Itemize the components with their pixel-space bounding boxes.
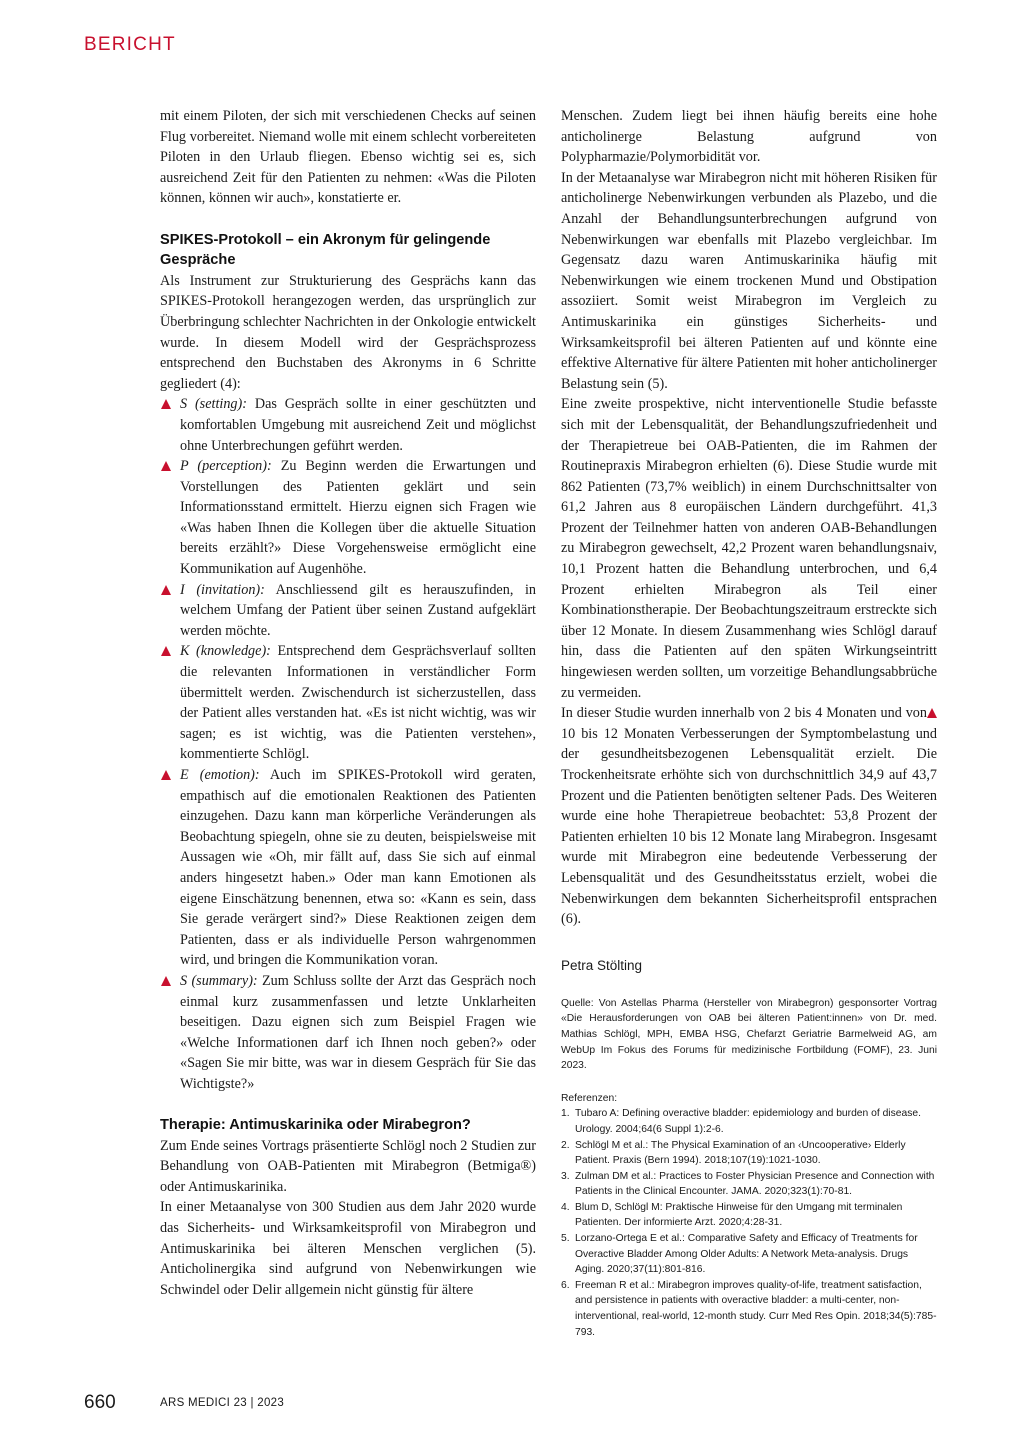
reference-number: 6.: [561, 1279, 570, 1291]
list-item: [160, 456, 536, 580]
reference-number: 3.: [561, 1170, 570, 1182]
triangle-bullet-icon: [161, 976, 171, 986]
reference-text: Lorzano-Ortega E et al.: Comparative Safety and Efficacy of Treatments for Overactive Bladder Among Older Adults: A Network Meta-analysis. Drugs Aging. 2020;37(11):801-816.: [575, 1233, 918, 1276]
right-column: [561, 106, 937, 1340]
reference-item: [561, 1106, 937, 1137]
list-item-term: P (perception):: [180, 458, 272, 475]
paragraph-spikes: Als Instrument zur Strukturierung des Gesprächs kann das SPIKES-Protokoll herangezogen werden, das ursprünglich zur Überbringung schlechter Nachrichten in der Onkologie entwickelt wurde. In diesem Modell wird der Gesprächsprozess entsprechend den Buchstaben des Akronyms in 6 Schritte gegliedert (4):: [160, 272, 536, 392]
list-item-text: Entsprechend dem Gesprächsverlauf sollten die relevanten Informationen in verständlicher Form übermittelt werden. Zwischendurch ist sicherzustellen, dass der Patient alles verstanden hat. «Es ist nicht wichtig, was wir sagen; es ist wichtig, was die Patienten verstehen», kommentierte Schlögl.: [180, 643, 536, 763]
list-item-term: E (emotion):: [180, 767, 260, 783]
publication-info: ARS MEDICI 23 | 2023: [160, 1397, 285, 1409]
paragraph-continuation: Menschen. Zudem liegt bei ihnen häufig bereits eine hohe anticholinerge Belastung aufgrund von Polypharmazie/Polymorbidität vor.: [561, 108, 937, 166]
paragraph-metaanalysis: In der Metaanalyse war Mirabegron nicht mit höheren Risiken für anticholinerge Nebenwirkungen verbunden als Plazebo, und die Anzahl der Behandlungsunterbrechungen aufgrund von Nebenwirkungen war ebenfalls mit Plazebo vergleichbar. Im Gegensatz dazu waren Antimuskarinika häufig mit Nebenwirkungen wie einem trockenen Mund und Obstipation assoziiert. Somit weist Mirabegron im Vergleich zu Antimuskarinika ein günstiges Sicherheits- und Wirksamkeitsprofil bei älteren Patienten auf und könnte eine effektive Alternative für ältere Patienten mit hoher anticholinerger Belastung sein (5).: [561, 169, 937, 392]
triangle-bullet-icon: [161, 770, 171, 780]
list-item-term: S (summary):: [180, 972, 258, 989]
paragraph-therapie-1: Zum Ende seines Vortrags präsentierte Schlögl noch 2 Studien zur Behandlung von OAB-Patienten mit Mirabegron (Betmiga®) oder Antimuskarinika.: [160, 1137, 536, 1195]
references-title: Referenzen:: [561, 1092, 618, 1104]
reference-number: 5.: [561, 1233, 570, 1245]
list-item: [160, 765, 536, 971]
paragraph-second-study: Eine zweite prospektive, nicht interventionelle Studie befasste sich mit der Lebensqualität, der Behandlungszufriedenheit und der Therapietreue bei OAB-Patienten, die im Rahmen der Routinepraxis Mirabegron erhielten (6). Diese Studie wurde mit 862 Patienten (73,7% weiblich) in einem Durchschnittsalter von 61,2 Jahren aus 8 europäischen Ländern durchgeführt. 41,3 Prozent der Teilnehmer hatten von anderen OAB-Behandlungen zu Mirabegron gewechselt, 42,2 Prozent waren behandlungsnaiv, 10,1 Prozent hatten die Behandlung unterbrochen, und 6,4 Prozent erhielten Mirabegron als Teil einer Kombinationstherapie. Der Beobachtungszeitraum erstreckte sich über 12 Monate. In diesem Zusammenhang wies Schlögl darauf hin, dass die Patienten auf den späten Wirkungseintritt hingewiesen werden sollten, um vorzeitige Behandlungsabbrüche zu vermeiden.: [561, 396, 937, 701]
reference-item: [561, 1200, 937, 1231]
reference-number: 1.: [561, 1108, 570, 1120]
list-item: [160, 394, 536, 456]
page-number: 660: [84, 1392, 116, 1413]
paragraph-results-text: In dieser Studie wurden innerhalb von 2 bis 4 Monaten und von 10 bis 12 Monaten Verbesserungen der Symptombelastung und der gesundheitsbezogenen Lebensqualität erzielt. Die Trockenheitsrate erhöhte sich von durchschnittlich 34,9 auf 43,7 Prozent und die Patienten benötigten seltener Pads. Des Weiteren wurde eine hohe Therapietreue beobachtet: 53,8 Prozent der Patienten erhielten 10 bis 12 Monate lang Mirabegron. Insgesamt wurde mit Mirabegron eine bedeutende Verbesserung der Lebensqualität und des Gesundheitsstatus erzielt, wobei die Nebenwirkungen dem bekannten Sicherheitsprofil entsprachen (6).: [561, 705, 937, 928]
heading-spikes: SPIKES-Protokoll – ein Akronym für gelingende Gespräche: [160, 231, 491, 269]
list-item-text: Zu Beginn werden die Erwartungen und Vorstellungen des Patienten geklärt und sein Informationsstand ermittelt. Hierzu eignen sich Fragen wie «Was haben Ihnen die Kollegen über die aktuelle Situation bereits erzählt?» Diese Vorgehensweise ermöglicht eine Kommunikation auf Augenhöhe.: [180, 458, 536, 578]
paragraph-intro: mit einem Piloten, der sich mit verschiedenen Checks auf seinen Flug vorbereitet. Niemand wolle mit einem schlecht vorbereiteten Piloten in den Urlaub fliegen. Ebenso wichtig sei es, sich ausreichend Zeit für den Patienten zu nehmen: «Was die Piloten können, können wir auch», konstatierte er.: [160, 108, 536, 207]
paragraph-therapie-2: In einer Metaanalyse von 300 Studien aus dem Jahr 2020 wurde das Sicherheits- und Wirksamkeitsprofil von Mirabegron und Antimuskarinika bei älteren Menschen verglichen (5). Anticholinergika sind aufgrund von Nebenwirkungen wie Schwindel oder Delir allgemein nicht günstig für ältere: [160, 1199, 536, 1298]
paragraph-results: [561, 703, 937, 930]
source-note: Quelle: Von Astellas Pharma (Hersteller von Mirabegron) gesponsorter Vortrag «Die Herausforderungen von OAB bei älteren Patient:innen» von Dr. med. Mathias Schlögl, MPH, EMBA HSG, Chefarzt Geriatrie Barmelweid AG, am WebUp Im Fokus des Forums für medizinische Fortbildung (FOMF), 23. Juni 2023.: [561, 997, 937, 1072]
reference-item: [561, 1138, 937, 1169]
triangle-bullet-icon: [161, 585, 171, 595]
list-item-term: K (knowledge):: [180, 643, 271, 660]
reference-text: Zulman DM et al.: Practices to Foster Physician Presence and Connection with Patients in the Clinical Encounter. JAMA. 2020;323(1):70-81.: [575, 1170, 935, 1198]
references-list: [561, 1106, 937, 1340]
reference-text: Blum D, Schlögl M: Praktische Hinweise für den Umgang mit terminalen Patienten. Der informierte Arzt. 2020;4:28-31.: [575, 1201, 903, 1229]
end-of-article-icon: [927, 708, 937, 718]
list-item: [160, 580, 536, 642]
list-item-text: Das Gespräch sollte in einer geschützten und komfortablen Umgebung mit ausreichend Zeit und möglichst ohne Unterbrechungen geführt werden.: [180, 396, 536, 454]
spikes-list: [160, 394, 536, 1094]
reference-item: [561, 1169, 937, 1200]
reference-text: Freeman R et al.: Mirabegron improves quality-of-life, treatment satisfaction, and persistence in patients with overactive bladder: a multi-center, non-interventional, real-world, 12-month study. Curr Med Res Opin. 2018;34(5):785-793.: [575, 1279, 937, 1338]
list-item-text: Anschliessend gilt es herauszufinden, in welchem Umfang der Patient über seinen Zustand aufgeklärt werden möchte.: [180, 581, 536, 639]
reference-item: [561, 1278, 937, 1340]
reference-item: [561, 1231, 937, 1278]
triangle-bullet-icon: [161, 461, 171, 471]
list-item-term: S (setting):: [180, 396, 247, 413]
author-name: Petra Stölting: [561, 957, 643, 973]
list-item-term: I (invitation):: [180, 581, 265, 598]
reference-number: 2.: [561, 1139, 570, 1151]
list-item-text: Auch im SPIKES-Protokoll wird geraten, empathisch auf die emotionalen Reaktionen des Patienten einzugehen. Dazu kann man körperliche Veränderungen als Beobachtung spiegeln, ohne sie zu deuten, beispielsweise mit Aussagen wie «Oh, mir fällt auf, dass Sie sich auf einmal anders hingesetzt haben.» Oder man kann Emotionen als eigene Einschätzung benennen, etwa so: «Kann es sein, dass Sie gerade verärgert sind?» Diese Reaktionen zeigen dem Patienten, dass er als individuelle Person wahrgenommen wird, und bringen die Kommunikation voran.: [180, 767, 536, 969]
reference-number: 4.: [561, 1201, 570, 1213]
list-item-text: Zum Schluss sollte der Arzt das Gespräch noch einmal kurz zusammenfassen und letzte Unklarheiten beseitigen. Dazu eignen sich zum Beispiel Fragen wie «Welche Informationen darf ich Ihnen noch geben?» oder «Sagen Sie mir bitte, was war in diesem Gespräch für Sie das Wichtigste?»: [180, 972, 536, 1092]
list-item: [160, 641, 536, 765]
heading-therapie: Therapie: Antimuskarinika oder Mirabegron?: [160, 1117, 471, 1134]
triangle-bullet-icon: [161, 646, 171, 656]
left-column: [160, 106, 536, 1300]
section-label: BERICHT: [84, 34, 176, 55]
reference-text: Schlögl M et al.: The Physical Examination of an ‹Uncooperative› Elderly Patient. Praxis (Bern 1994). 2018;107(19):1021-1030.: [575, 1139, 906, 1167]
list-item: [160, 971, 536, 1095]
triangle-bullet-icon: [161, 399, 171, 409]
reference-text: Tubaro A: Defining overactive bladder: epidemiology and burden of disease. Urology. 2004;64(6 Suppl 1):2-6.: [575, 1108, 921, 1135]
